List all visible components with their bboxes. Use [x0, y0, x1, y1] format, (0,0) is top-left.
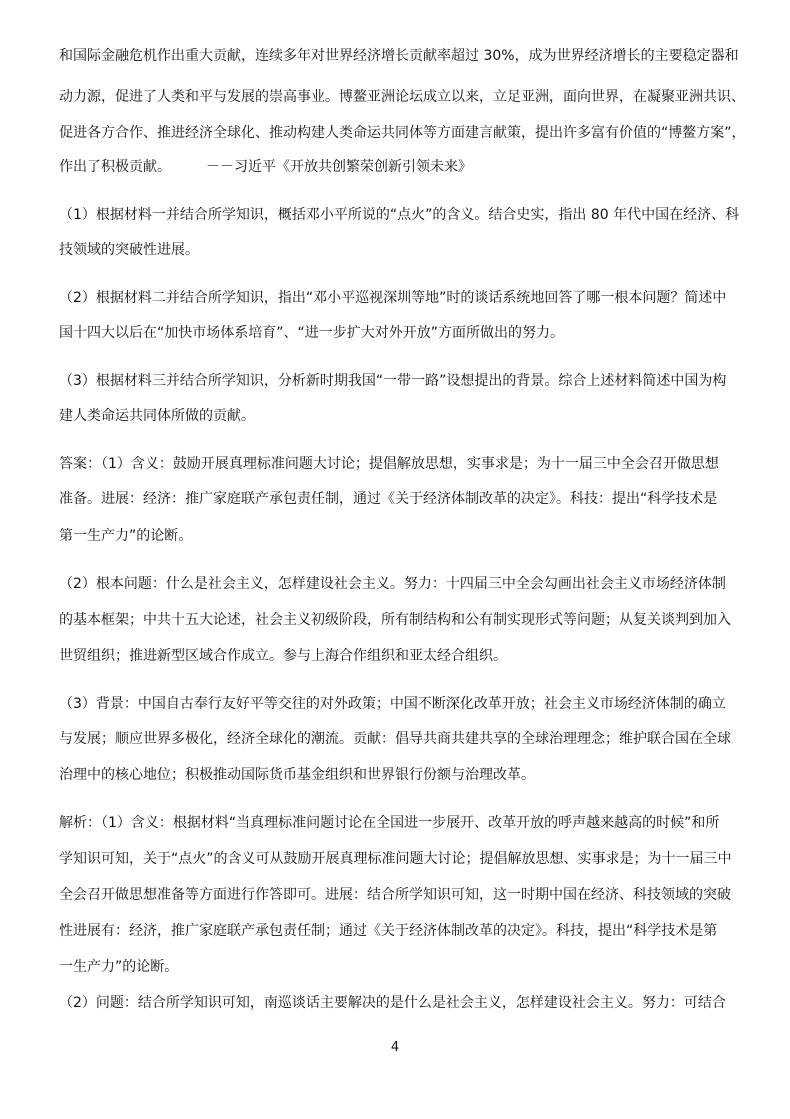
answer-line: （2）根本问题：什么是社会主义，怎样建设社会主义。努力：十四届三中全会勾画出社会主义市场经济体制 [59, 576, 726, 592]
analysis-line: 解析：（1）含义：根据材料“当真理标准问题讨论在全国进一步展开、改革开放的呼声越来越高的时候”和所 [59, 815, 720, 831]
analysis-line: 一生产力”的论断。 [59, 959, 179, 975]
text-line: 动力源，促进了人类和平与发展的崇高事业。博鳌亚洲论坛成立以来，立足亚洲，面向世界，在凝聚亚洲共识、 [59, 89, 745, 105]
analysis-line: 学知识可知，关于“点火”的含义可从鼓励开展真理标准问题大讨论；提倡解放思想、实事求是；为十一届三中 [59, 851, 732, 867]
question-1-line: 技领域的突破性进展。 [59, 242, 199, 258]
text-line: 作出了积极贡献。 －－习近平《开放共创繁荣创新引领未来》 [59, 159, 472, 175]
analysis-line: 全会召开做思想准备等方面进行作答即可。进展：结合所学知识可知，这一时期中国在经济、科技领域的突破 [59, 887, 731, 903]
answer-line: 第一生产力”的论断。 [59, 528, 193, 544]
answer-line: （3）背景：中国自古奉行友好平等交往的对外政策；中国不断深化改革开放；社会主义市场经济体制的确立 [59, 696, 726, 712]
answer-line: 世贸组织；推进新型区域合作成立。参与上海合作组织和亚太经合组织。 [59, 648, 507, 664]
question-3-line: （3）根据材料三并结合所学知识，分析新时期我国“一带一路”设想提出的背景。综合上述材料简述中国为构 [59, 373, 727, 389]
answer-line: 治理中的核心地位；积极推动国际货币基金组织和世界银行份额与治理改革。 [59, 767, 535, 783]
answer-line: 与发展；顺应世界多极化，经济全球化的潮流。贡献：倡导共商共建共享的全球治理理念；维护联合国在全球 [59, 731, 731, 747]
analysis-line: 性进展有：经济，推广家庭联产承包责任制；通过《关于经济体制改革的决定》。科技，提出“科学技术是第 [59, 923, 718, 939]
question-3-line: 建人类命运共同体所做的贡献。 [59, 408, 255, 424]
text-line: 和国际金融危机作出重大贡献，连续多年对世界经济增长贡献率超过 30%，成为世界经济增长的主要稳定器和 [59, 48, 739, 64]
question-2-line: 国十四大以后在“加快市场体系培育”、“进一步扩大对外开放”方面所做出的努力。 [59, 325, 565, 341]
answer-line: 的基本框架；中共十五大论述，社会主义初级阶段，所有制结构和公有制实现形式等问题；从复关谈判到加入 [59, 612, 731, 628]
answer-line: 准备。进展：经济：推广家庭联产承包责任制，通过《关于经济体制改革的决定》。科技：提出“科学技术是 [59, 491, 718, 507]
page-number: 4 [390, 1040, 400, 1055]
question-2-line: （2）根据材料二并结合所学知识，指出“邓小平巡视深圳等地”时的谈话系统地回答了哪一根本问题？简述中 [59, 290, 727, 306]
answer-line: 答案：（1）含义：鼓励开展真理标准问题大讨论；提倡解放思想，实事求是；为十一届三中全会召开做思想 [59, 456, 719, 472]
question-1-line: （1）根据材料一并结合所学知识，概括邓小平所说的“点火”的含义。结合史实，指出 80 年代中国在经济、科 [59, 207, 740, 223]
analysis-line: （2）问题：结合所学知识可知，南巡谈话主要解决的是什么是社会主义，怎样建设社会主义。努力：可结合 [59, 995, 726, 1011]
text-line: 促进各方合作、推进经济全球化、推动构建人类命运共同体等方面建言献策，提出许多富有价值的“博鳌方案”， [59, 125, 746, 141]
